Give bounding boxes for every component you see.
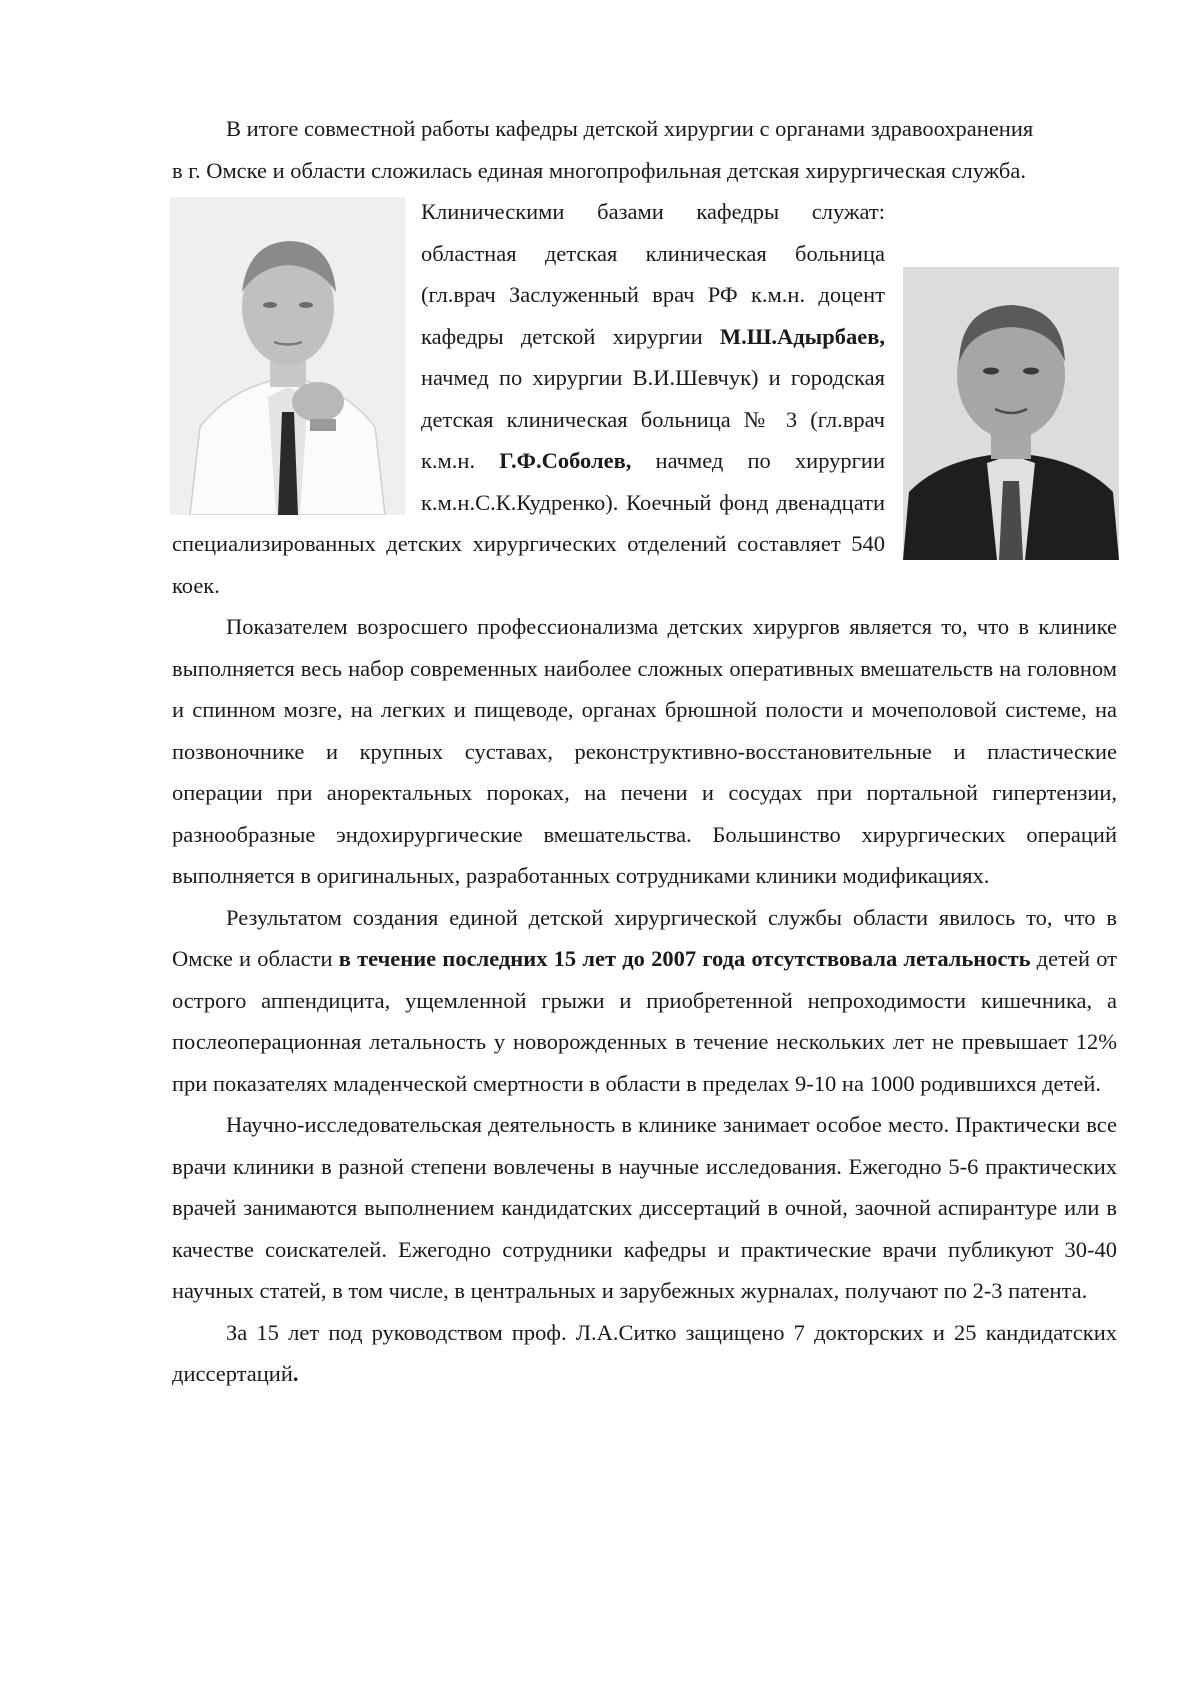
paragraph-1-text-b: начмед по хирургии В.И.Шевчук) и городская детская клиническая больница № 3 (гл.врач к.м.н. xyxy=(421,365,885,473)
paragraph-1-text-c: начмед по хирургии к.м.н.С.К.Кудренко). Коечный фонд двенадцати специализированных детских хирургических отделений составляет 540 коек. xyxy=(172,448,885,598)
portrait-photo-left-icon xyxy=(170,197,405,515)
paragraph-1-text-a: Клиническими базами кафедры служат: областная детская клиническая больница (гл.врач Заслуженный врач РФ к.м.н. доцент кафедры детской хирургии xyxy=(421,199,885,349)
portrait-photo-right-icon xyxy=(903,267,1119,560)
paragraph-2: Показателем возросшего профессионализма детских хирургов является то, что в клинике выполняется весь набор современных наиболее сложных оперативных вмешательств на головном и спинном мозге, на легких и пищеводе, органах брюшной полости и мочеполовой системе, на позвоночнике и крупных суставах, реконструктивно-восстановительные и пластические операции при аноректальных пороках, на печени и сосудах при портальной гипертензии, разнообразные эндохирургические вмешательства. Большинство хирургических операций выполняется в оригинальных, разработанных сотрудниками клиники модификациях. xyxy=(172,614,1117,888)
paragraph-3-text-b: детей от острого аппендицита, ущемленной грыжи и приобретенной непроходимости кишечника, а послеоперационная летальность у новорожденных в течение нескольких лет не превышает 12% при показателях младенческой смертности в области в пределах 9-10 на 1000 родившихся детей. xyxy=(172,946,1117,1096)
paragraph-1 xyxy=(172,108,1117,606)
paragraph-5-text: За 15 лет под руководством проф. Л.А.Ситко защищено 7 докторских и 25 кандидатских диссертаций xyxy=(172,1319,1117,1386)
paragraph-3 xyxy=(172,897,1117,1105)
paragraph-1-line-2: в г. Омске и области сложилась единая многопрофильная детская хирургическая служба. xyxy=(172,157,1026,183)
paragraph-3-text-a: Результатом создания единой детской хирургической службы области явилось то, что в Омске и области xyxy=(172,904,1117,971)
paragraph-1-line-1: В итоге совместной работы кафедры детской хирургии с органами здравоохранения xyxy=(226,116,1034,141)
person-name-adyrbaev: М.Ш.Адырбаев, xyxy=(719,323,885,349)
paragraph-5-bold-period: . xyxy=(292,1361,299,1386)
person-name-sobolev: Г.Ф.Соболев, xyxy=(499,448,632,473)
paragraph-5 xyxy=(172,1312,1117,1395)
paragraph-3-bold-statement: в течение последних 15 лет до 2007 года отсутствовала летальность xyxy=(338,946,1031,971)
portrait-photo-right xyxy=(903,267,1119,560)
paragraph-4: Научно-исследовательская деятельность в клинике занимает особое место. Практически все врачи клиники в разной степени вовлечены в научные исследования. Ежегодно 5-6 практических врачей занимаются выполнением кандидатских диссертаций в очной, заочной аспирантуре или в качестве соискателей. Ежегодно сотрудники кафедры и практические врачи публикуют 30-40 научных статей, в том числе, в центральных и зарубежных журналах, получают по 2-3 патента. xyxy=(172,1112,1117,1303)
portrait-photo-left xyxy=(170,197,405,515)
text-column xyxy=(172,108,1117,1395)
